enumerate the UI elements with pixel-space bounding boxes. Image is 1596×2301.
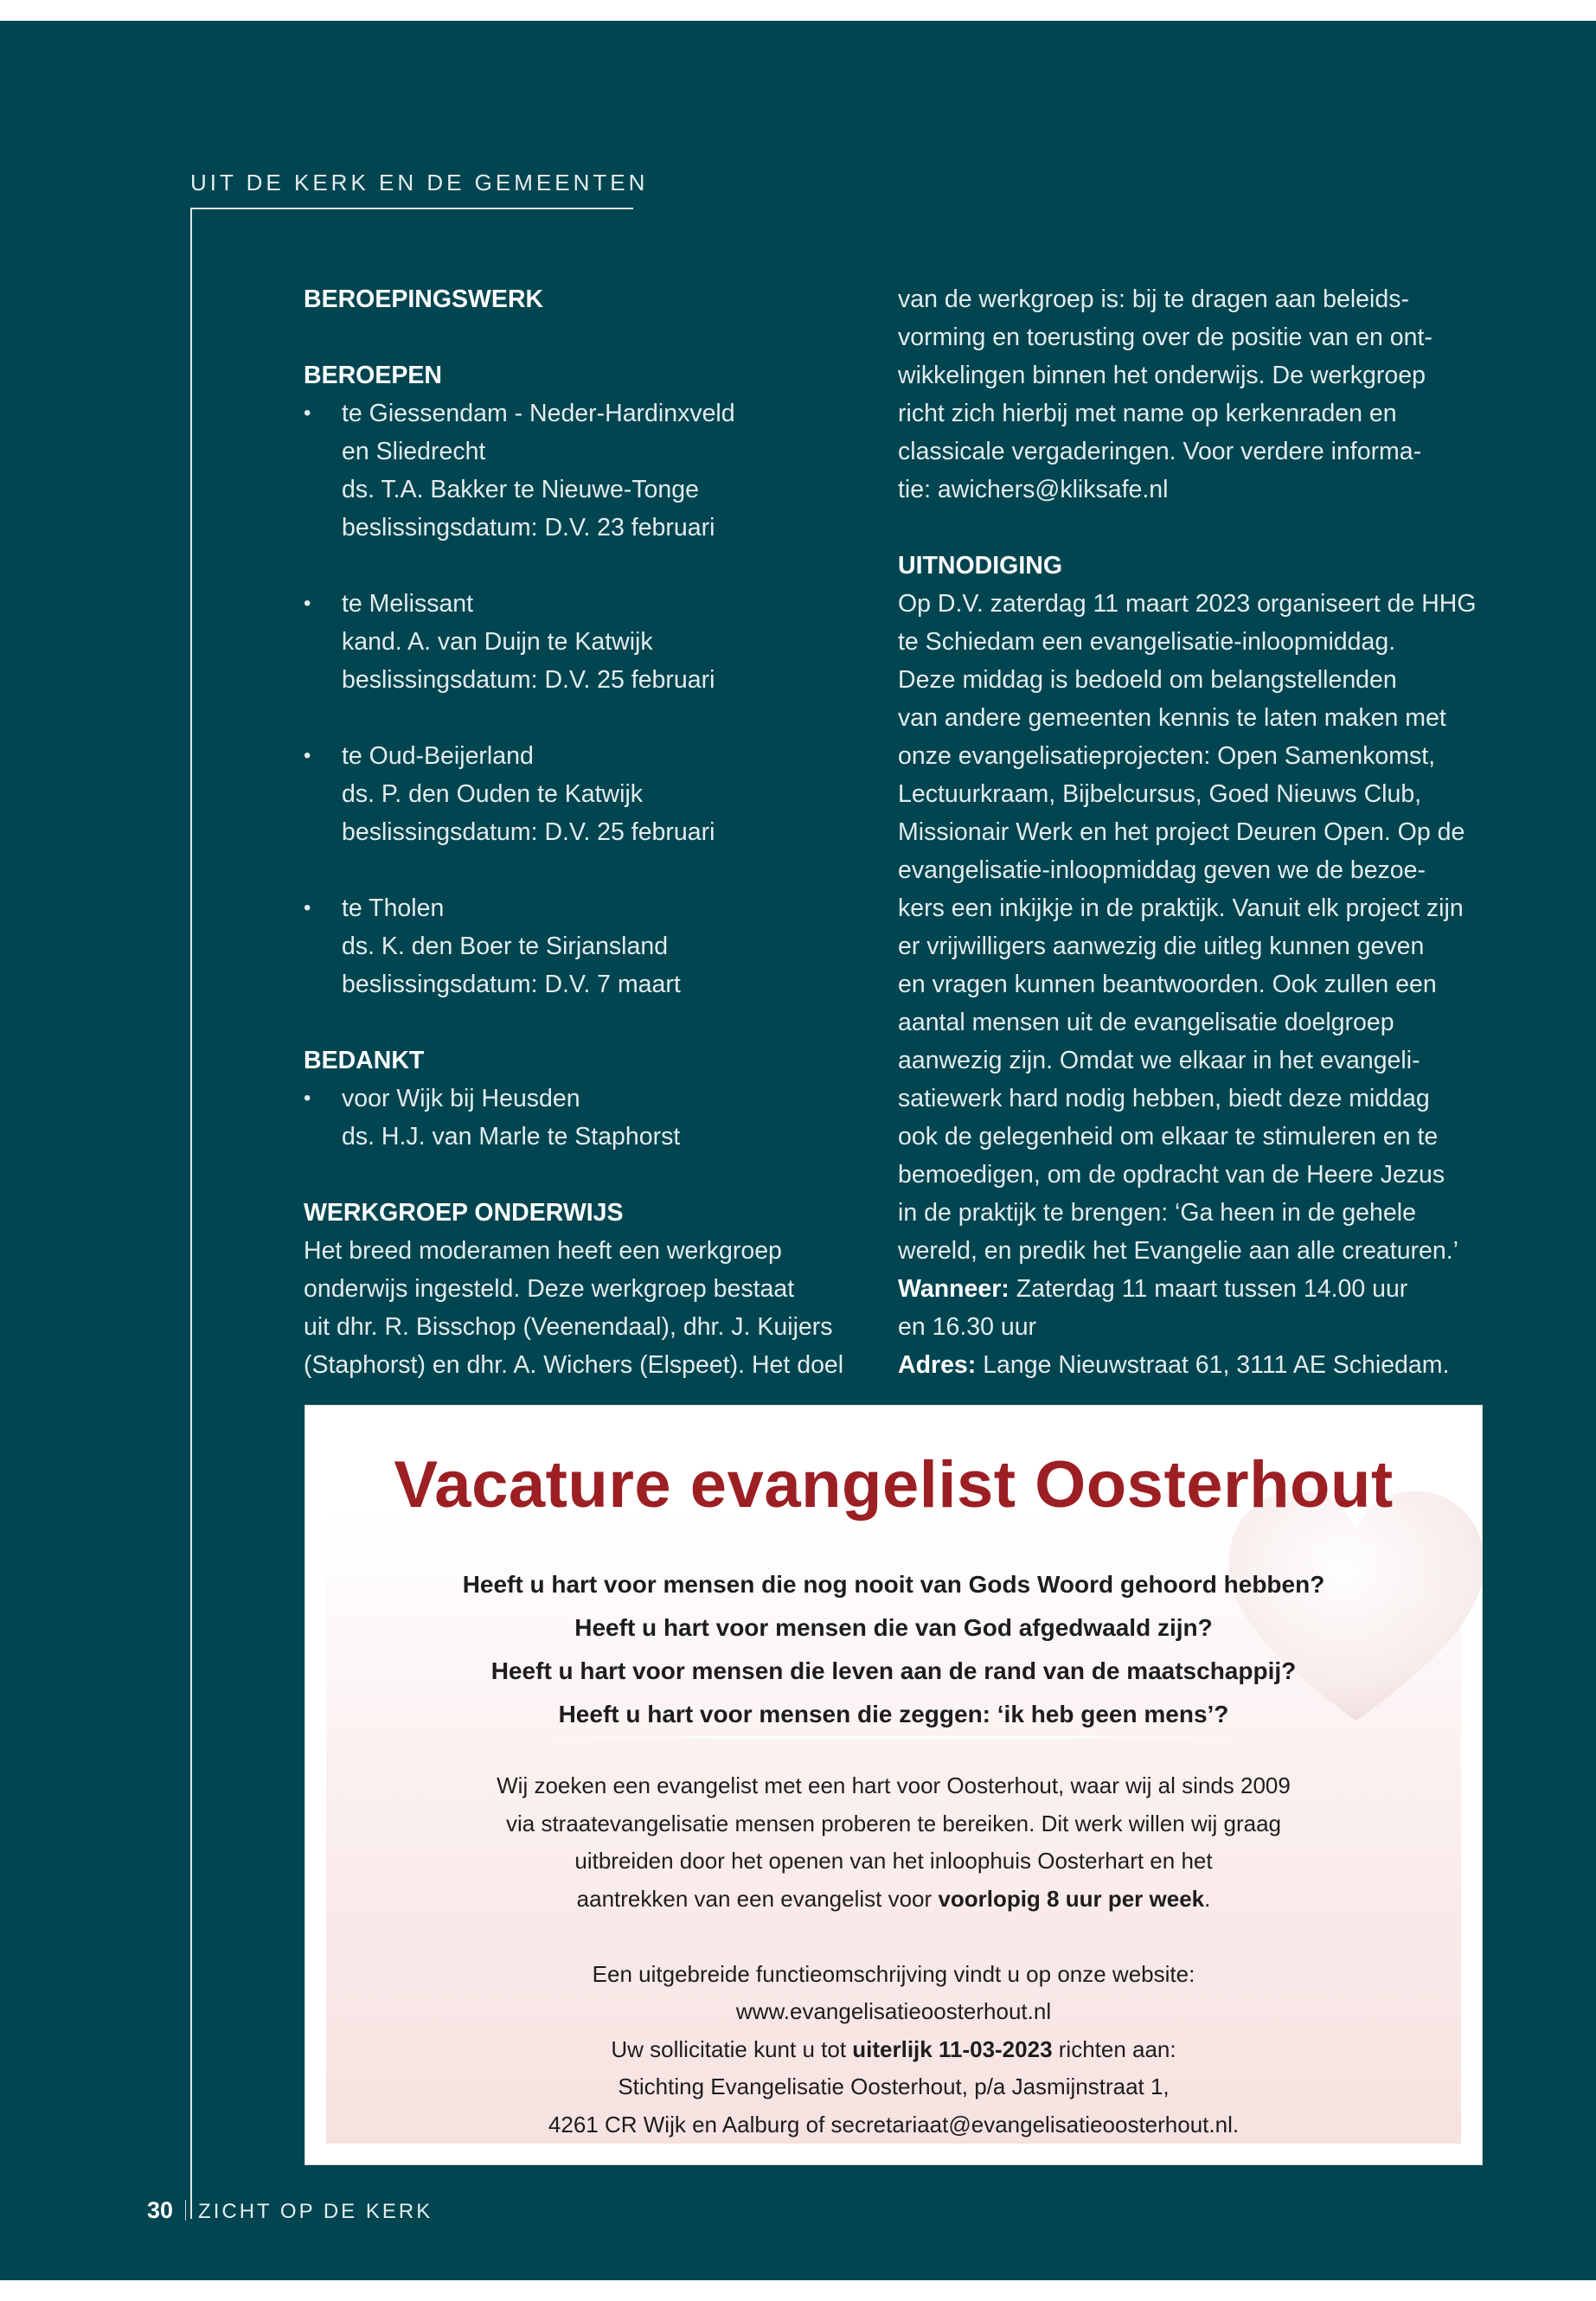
ad-address-line: Stichting Evangelisatie Oosterhout, p/a Jasmijnstraat 1, xyxy=(618,2073,1170,2099)
paragraph-line: Op D.V. zaterdag 11 maart 2023 organiseert de HHG xyxy=(898,590,1477,618)
entry-line: ds. K. den Boer te Sirjansland xyxy=(342,933,669,960)
entry-line: te Melissant xyxy=(342,590,474,618)
paragraph-line: wereld, en predik het Evangelie aan alle creaturen.’ xyxy=(898,1237,1458,1265)
entry-line: beslissingsdatum: D.V. 25 februari xyxy=(342,666,715,694)
question-line: Heeft u hart voor mensen die zeggen: ‘ik heb geen mens’? xyxy=(558,1701,1229,1727)
question-line: Heeft u hart voor mensen die nog nooit van Gods Woord gehoord hebben? xyxy=(462,1571,1325,1598)
bullet-icon: • xyxy=(304,592,311,615)
ad-website-link[interactable]: www.evangelisatieoosterhout.nl xyxy=(735,1998,1052,2024)
page-bottom-margin xyxy=(0,2280,1596,2301)
entry-line: en Sliedrecht xyxy=(342,438,486,465)
wanneer-line-2: en 16.30 uur xyxy=(898,1313,1037,1341)
paragraph-line: kers een inkijkje in de praktijk. Vanuit elk project zijn xyxy=(898,894,1464,922)
wanneer-line xyxy=(898,1270,1460,1308)
ad-deadline-line xyxy=(305,2031,1482,2069)
beroepen-heading: BEROEPEN xyxy=(304,362,442,389)
ad-body-line: uitbreiden door het openen van het inloophuis Oosterhart en het xyxy=(574,1848,1213,1874)
section-heading: UIT DE KERK EN DE GEMEENTEN xyxy=(190,170,649,195)
bullet-icon: • xyxy=(304,744,311,767)
beroep-entry xyxy=(304,394,857,547)
adres-line xyxy=(898,1346,1460,1384)
paragraph-line: classicale vergaderingen. Voor verdere informa- xyxy=(898,438,1422,465)
beroep-entry xyxy=(304,737,857,851)
entry-line: te Tholen xyxy=(342,894,445,922)
bedankt-entry xyxy=(304,1080,857,1156)
page xyxy=(0,21,1596,2280)
vacancy-advertisement xyxy=(304,1405,1483,2165)
beroep-entry xyxy=(304,889,857,1003)
ad-address-line: 4261 CR Wijk en Aalburg of secretariaat@evangelisatieoosterhout.nl. xyxy=(548,2111,1240,2138)
wanneer-label: Wanneer: xyxy=(898,1275,1010,1303)
entry-line: ds. P. den Ouden te Katwijk xyxy=(342,780,644,808)
entry-line: ds. H.J. van Marle te Staphorst xyxy=(342,1123,681,1150)
bullet-icon: • xyxy=(304,1086,311,1110)
entry-line: ds. T.A. Bakker te Nieuwe-Tonge xyxy=(342,476,699,503)
paragraph-line: uit dhr. R. Bisschop (Veenendaal), dhr. J. Kuijers xyxy=(304,1313,833,1341)
werkgroep-heading: WERKGROEP ONDERWIJS xyxy=(304,1199,624,1227)
ad-separator xyxy=(539,1736,1248,1739)
paragraph-line: richt zich hierbij met name op kerkenraden en xyxy=(898,400,1397,427)
ad-body-line xyxy=(305,1881,1482,1919)
entry-line: kand. A. van Duijn te Katwijk xyxy=(342,628,653,656)
paragraph-line: van andere gemeenten kennis te laten maken met xyxy=(898,704,1446,732)
paragraph-line: Lectuurkraam, Bijbelcursus, Goed Nieuws Club, xyxy=(898,780,1422,808)
page-number: 30 xyxy=(147,2197,174,2223)
entry-line: te Giessendam - Neder-Hardinxveld xyxy=(342,400,735,427)
paragraph-line: en vragen kunnen beantwoorden. Ook zullen een xyxy=(898,971,1437,998)
paragraph-line: (Staphorst) en dhr. A. Wichers (Elspeet). Het doel xyxy=(304,1351,844,1379)
entry-line: beslissingsdatum: D.V. 7 maart xyxy=(342,971,681,998)
wanneer-value: Zaterdag 11 maart tussen 14.00 uur xyxy=(1009,1275,1408,1303)
ad-questions xyxy=(305,1563,1482,1736)
heading-rule xyxy=(190,208,633,209)
paragraph-line: evangelisatie-inloopmiddag geven we de bezoe- xyxy=(898,856,1426,884)
adres-label: Adres: xyxy=(898,1351,977,1379)
paragraph-line: satiewerk hard nodig hebben, biedt deze middag xyxy=(898,1085,1430,1112)
paragraph-line: Missionair Werk en het project Deuren Open. Op de xyxy=(898,818,1465,846)
left-column xyxy=(304,280,857,1384)
bedankt-heading: BEDANKT xyxy=(304,1047,425,1074)
question-line: Heeft u hart voor mensen die van God afgedwaald zijn? xyxy=(574,1614,1213,1641)
uitnodiging-heading: UITNODIGING xyxy=(898,552,1062,580)
footer-divider xyxy=(185,2200,186,2221)
paragraph-line: wikkelingen binnen het onderwijs. De werkgroep xyxy=(898,362,1426,389)
question-line: Heeft u hart voor mensen die leven aan de rand van de maatschappij? xyxy=(490,1657,1297,1684)
paragraph-line: van de werkgroep is: bij te dragen aan beleids- xyxy=(898,285,1409,313)
entry-line: beslissingsdatum: D.V. 23 februari xyxy=(342,514,715,542)
paragraph-line: tie: awichers@kliksafe.nl xyxy=(898,476,1169,503)
ad-title: Vacature evangelist Oosterhout xyxy=(394,1448,1394,1522)
entry-line: voor Wijk bij Heusden xyxy=(342,1085,580,1112)
paragraph-line: aanwezig zijn. Omdat we elkaar in het evangeli- xyxy=(898,1047,1420,1074)
ad-body-line: Wij zoeken een evangelist met een hart voor Oosterhout, waar wij al sinds 2009 xyxy=(497,1772,1291,1798)
vertical-rule xyxy=(190,208,192,2219)
page-footer xyxy=(147,2197,433,2224)
paragraph-line: aantal mensen uit de evangelisatie doelgroep xyxy=(898,1009,1394,1036)
paragraph-line: onze evangelisatieprojecten: Open Samenkomst, xyxy=(898,742,1436,770)
ad-body-line: via straatevangelisatie mensen proberen te bereiken. Dit werk willen wij graag xyxy=(505,1810,1281,1836)
ad-deadline: uiterlijk 11-03-2023 xyxy=(852,2035,1053,2062)
adres-value: Lange Nieuwstraat 61, 3111 AE Schiedam. xyxy=(976,1351,1450,1379)
paragraph-line: te Schiedam een evangelisatie-inloopmiddag. xyxy=(898,628,1396,656)
bullet-icon: • xyxy=(304,896,311,920)
magazine-name: ZICHT OP DE KERK xyxy=(198,2200,433,2223)
right-column xyxy=(898,280,1477,1384)
paragraph-line: onderwijs ingesteld. Deze werkgroep bestaat xyxy=(304,1275,795,1303)
bullet-icon: • xyxy=(304,401,311,425)
paragraph-line: Het breed moderamen heeft een werkgroep xyxy=(304,1237,782,1265)
beroep-entry xyxy=(304,585,857,699)
ad-text: Uw sollicitatie kunt u tot xyxy=(611,2035,853,2062)
ad-body xyxy=(305,1767,1482,2144)
ad-info-line: Een uitgebreide functieomschrijving vindt u op onze website: xyxy=(592,1960,1195,1987)
ad-text: . xyxy=(1204,1885,1211,1912)
beroepingswerk-heading: BEROEPINGSWERK xyxy=(304,285,544,313)
ad-text: aantrekken van een evangelist voor xyxy=(576,1885,939,1912)
entry-line: te Oud-Beijerland xyxy=(342,742,534,770)
paragraph-line: in de praktijk te brengen: ‘Ga heen in de gehele xyxy=(898,1199,1416,1227)
paragraph-line: ook de gelegenheid om elkaar te stimuleren en te xyxy=(898,1123,1439,1150)
entry-line: beslissingsdatum: D.V. 25 februari xyxy=(342,818,715,846)
ad-text: richten aan: xyxy=(1052,2035,1176,2062)
paragraph-line: bemoedigen, om de opdracht van de Heere Jezus xyxy=(898,1161,1445,1189)
paragraph-line: Deze middag is bedoeld om belangstellenden xyxy=(898,666,1397,694)
paragraph-line: er vrijwilligers aanwezig die uitleg kunnen geven xyxy=(898,933,1425,960)
ad-hours: voorlopig 8 uur per week xyxy=(938,1885,1205,1912)
paragraph-line: vorming en toerusting over de positie van en ont- xyxy=(898,324,1433,351)
